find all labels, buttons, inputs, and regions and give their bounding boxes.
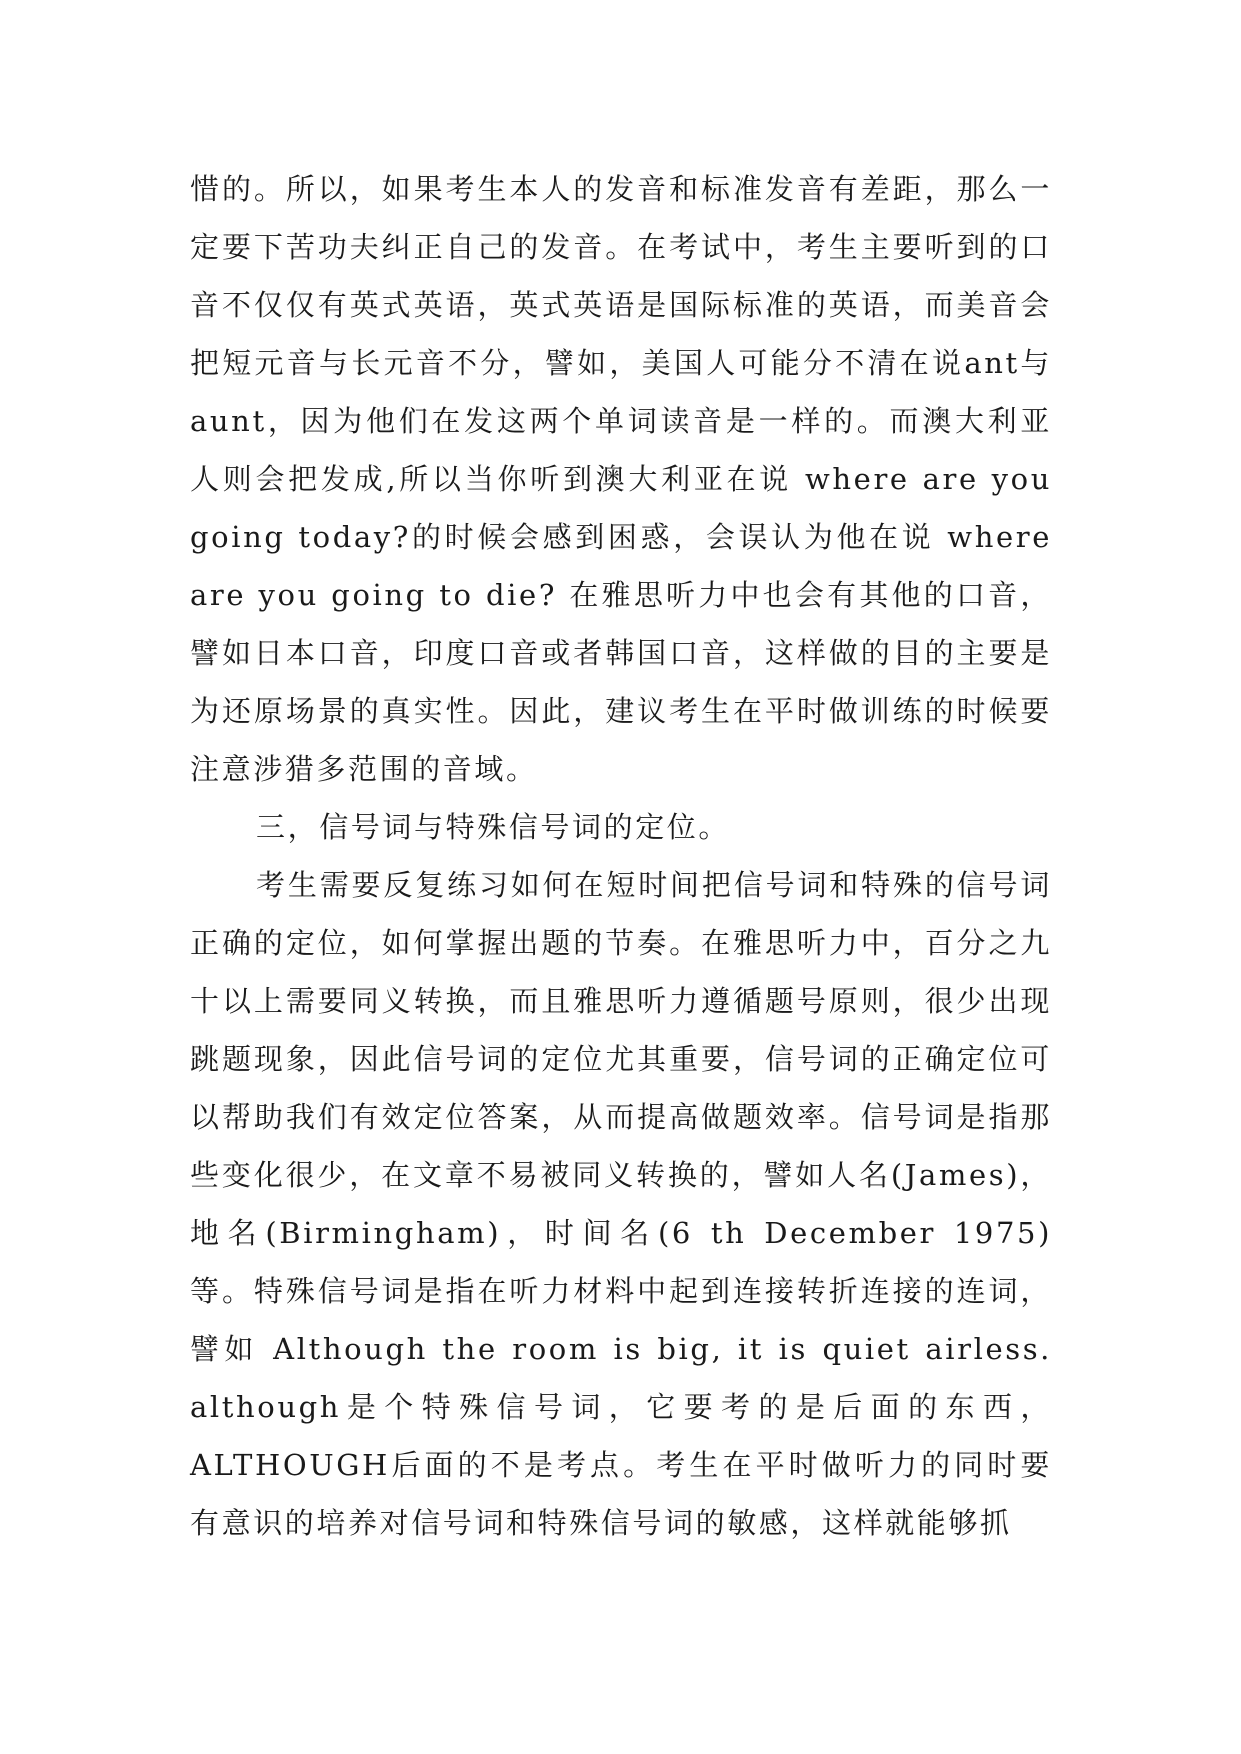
document-body [190,160,1052,1552]
paragraph-continuation: 惜的。所以，如果考生本人的发音和标准发音有差距，那么一定要下苦功夫纠正自己的发音。在考试中，考生主要听到的口音不仅仅有英式英语，英式英语是国际标准的英语，而美音会把短元音与长元音不分，譬如，美国人可能分不清在说ant与aunt，因为他们在发这两个单词读音是一样的。而澳大利亚人则会把发成,所以当你听到澳大利亚在说 where are you going today?的时候会感到困惑，会误认为他在说 where are you going to die? 在雅思听力中也会有其他的口音，譬如日本口音，印度口音或者韩国口音，这样做的目的主要是为还原场景的真实性。因此，建议考生在平时做训练的时候要注意涉猎多范围的音域。 [190,172,1052,786]
paragraph-signal-words: 考生需要反复练习如何在短时间把信号词和特殊的信号词正确的定位，如何掌握出题的节奏。在雅思听力中，百分之九十以上需要同义转换，而且雅思听力遵循题号原则，很少出现跳题现象，因此信号词的定位尤其重要，信号词的正确定位可以帮助我们有效定位答案，从而提高做题效率。信号词是指那些变化很少，在文章不易被同义转换的，譬如人名(James)，地名(Birmingham)，时间名(6 th December 1975)等。特殊信号词是指在听力材料中起到连接转折连接的连词，譬如 Although the room is big, it is quiet airless. although是个特殊信号词，它要考的是后面的东西，ALTHOUGH后面的不是考点。考生在平时做听力的同时要有意识的培养对信号词和特殊信号词的敏感，这样就能够抓 [190,868,1052,1540]
section-heading: 三，信号词与特殊信号词的定位。 [256,810,731,844]
